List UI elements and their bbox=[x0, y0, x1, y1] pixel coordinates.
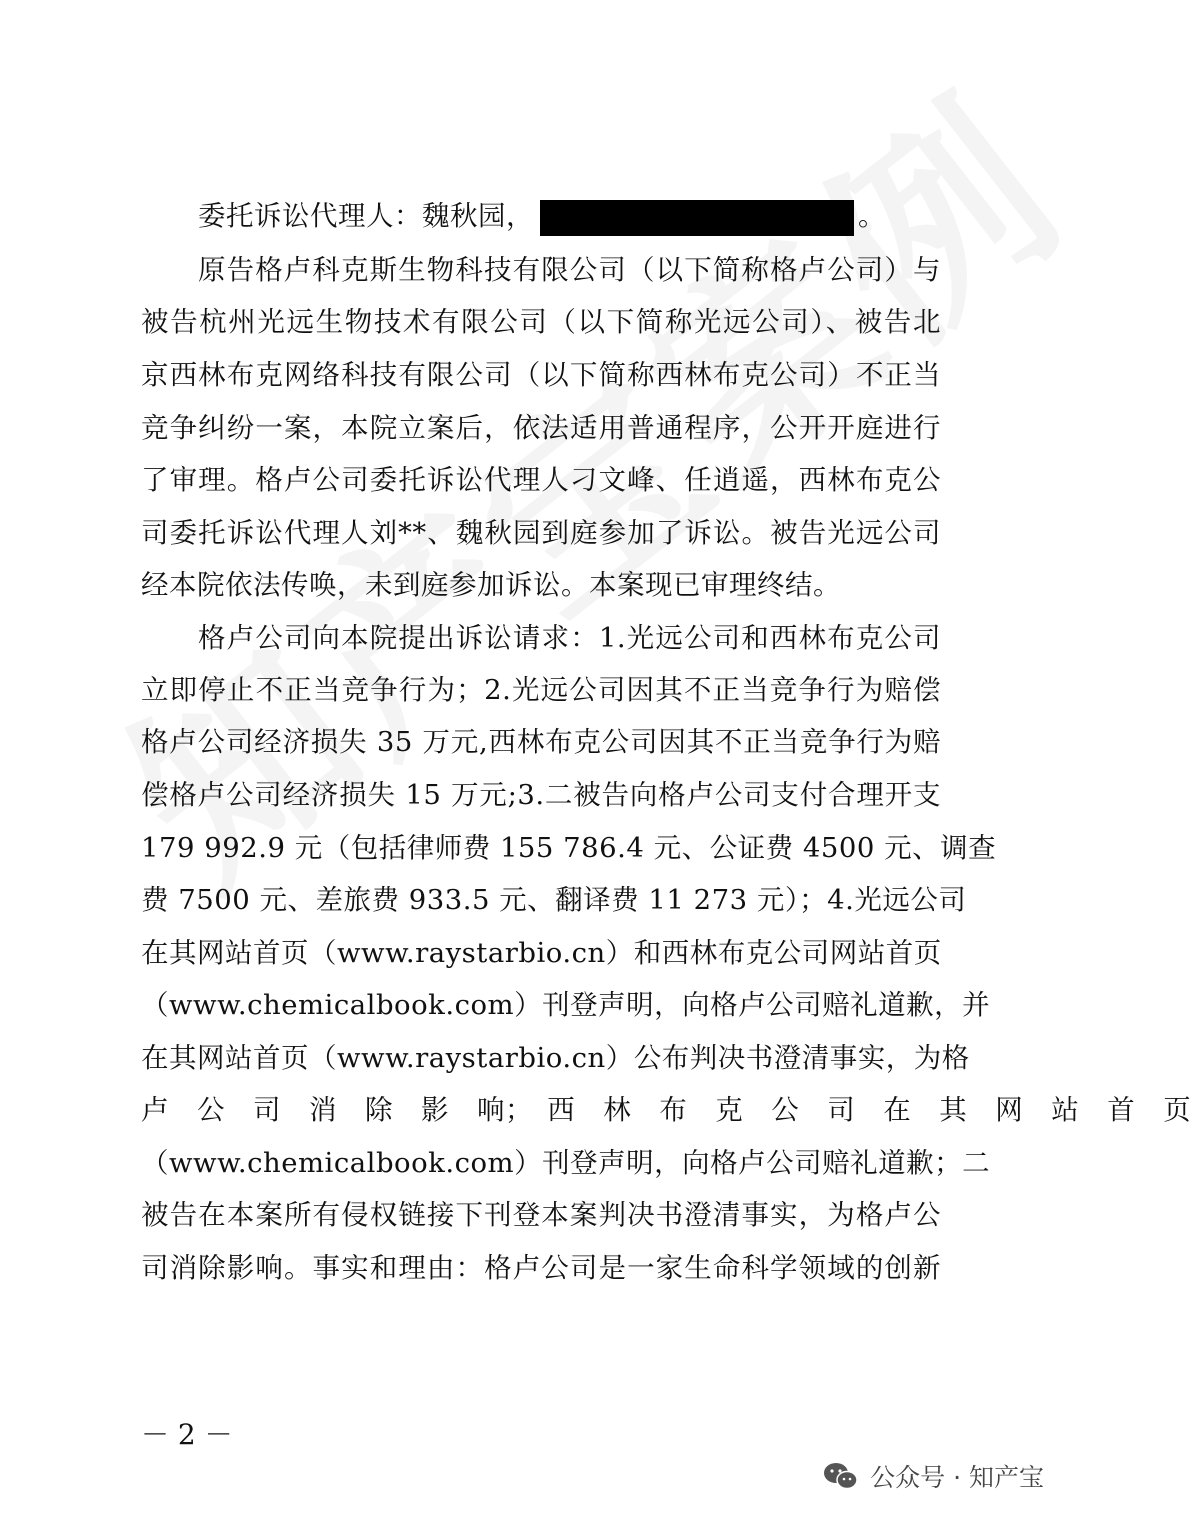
text-line: （www.chemicalbook.com）刊登声明，向格卢公司赔礼道歉；二 bbox=[141, 1147, 991, 1179]
text-line: 在其网站首页（www.raystarbio.cn）公布判决书澄清事实，为格 bbox=[141, 1042, 970, 1074]
text-line: 了审理。格卢公司委托诉讼代理人刁文峰、任逍遥，西林布克公 bbox=[141, 464, 941, 496]
text-line: 京西林布克网络科技有限公司（以下简称西林布克公司）不正当 bbox=[141, 359, 941, 391]
text-line: 格卢公司经济损失 35 万元,西林布克公司因其不正当竞争行为赔 bbox=[141, 726, 941, 758]
text-line: 偿格卢公司经济损失 15 万元;3.二被告向格卢公司支付合理开支 bbox=[141, 779, 941, 811]
text-line: 费 7500 元、差旅费 933.5 元、翻译费 11 273 元）；4.光远公司 bbox=[141, 884, 967, 916]
text-line: 在其网站首页（www.raystarbio.cn）和西林布克公司网站首页 bbox=[141, 937, 942, 969]
wechat-watermark bbox=[822, 1456, 1044, 1496]
text-line: 卢 公 司 消 除 影 响； 西 林 布 克 公 司 在 其 网 站 首 页 bbox=[141, 1094, 1192, 1126]
agent-line bbox=[198, 196, 941, 236]
text-line: 经本院依法传唤，未到庭参加诉讼。本案现已审理终结。 bbox=[141, 569, 841, 601]
agent-line-prefix: 委托诉讼代理人：魏秋园， bbox=[198, 200, 534, 232]
text-line: 被告杭州光远生物技术有限公司（以下简称光远公司）、被告北 bbox=[141, 306, 941, 338]
text-line: （www.chemicalbook.com）刊登声明，向格卢公司赔礼道歉，并 bbox=[141, 989, 991, 1021]
text-line: 立即停止不正当竞争行为；2.光远公司因其不正当竞争行为赔偿 bbox=[141, 674, 941, 706]
redaction-block bbox=[540, 200, 854, 236]
text-line: 司消除影响。事实和理由：格卢公司是一家生命科学领域的创新 bbox=[141, 1252, 941, 1284]
text-line: 179 992.9 元（包括律师费 155 786.4 元、公证费 4500 元、调查 bbox=[141, 832, 997, 864]
text-line: 原告格卢科克斯生物科技有限公司（以下简称格卢公司）与 bbox=[198, 254, 941, 286]
page-number: － 2 － bbox=[141, 1418, 233, 1451]
text-line: 格卢公司向本院提出诉讼请求：1.光远公司和西林布克公司 bbox=[198, 622, 941, 654]
text-line: 被告在本案所有侵权链接下刊登本案判决书澄清事实，为格卢公 bbox=[141, 1199, 941, 1231]
wechat-account-label: 公众号 · 知产宝 bbox=[870, 1463, 1044, 1492]
text-line: 竞争纠纷一案，本院立案后，依法适用普通程序，公开开庭进行 bbox=[141, 412, 941, 444]
wechat-icon bbox=[822, 1461, 860, 1491]
agent-line-suffix: 。 bbox=[858, 200, 886, 232]
text-line: 司委托诉讼代理人刘**、魏秋园到庭参加了诉讼。被告光远公司 bbox=[141, 517, 941, 549]
